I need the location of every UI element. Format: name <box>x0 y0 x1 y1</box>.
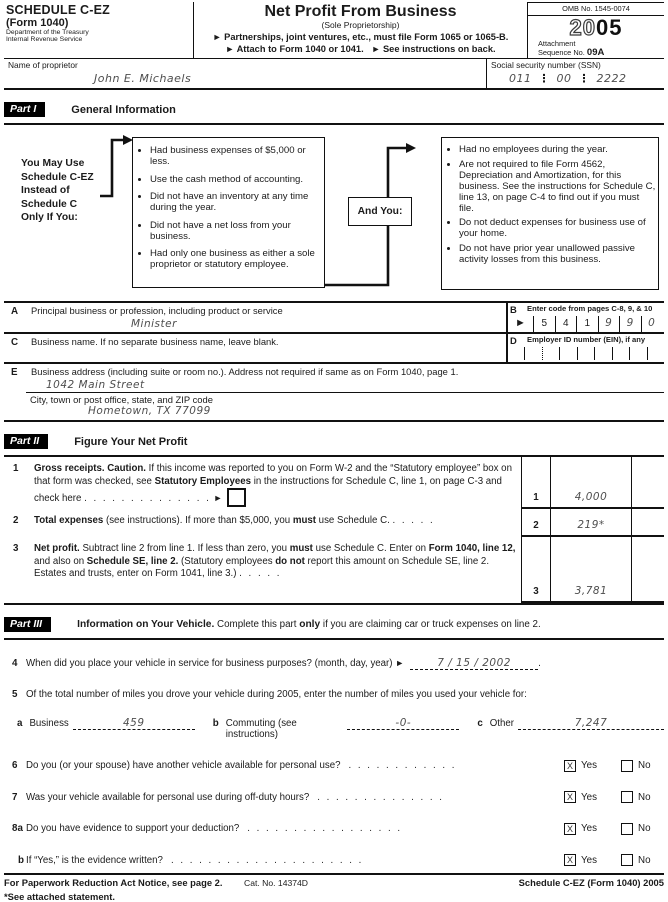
question-7-no-checkbox[interactable] <box>621 791 633 803</box>
ein-cell[interactable] <box>542 347 559 360</box>
line-3-text3: and also on <box>34 555 87 567</box>
line-2-number: 2 <box>13 515 19 526</box>
part2-title: Figure Your Net Profit <box>74 435 188 448</box>
line-e-letter: E <box>11 367 18 378</box>
line-3-bold5: do not <box>275 555 305 567</box>
arrow-icon: ► <box>371 44 381 54</box>
tax-year <box>528 16 664 40</box>
line-2-cents-cell[interactable] <box>631 509 664 535</box>
dot-leader: . . . . . . . . . . . . <box>348 760 457 771</box>
city-field[interactable]: Hometown, TX 77099 <box>88 405 211 417</box>
agency-line1: Department of the Treasury <box>6 29 89 36</box>
line-2-row <box>4 509 664 537</box>
criteria-item: • Had business expenses of $5,000 or less. <box>150 145 321 167</box>
line-3-box-number: 3 <box>521 537 551 601</box>
no-label: No <box>638 791 651 803</box>
dot-leader: . . . . . <box>239 568 282 579</box>
form-subtitle: (Sole Proprietorship) <box>321 20 400 30</box>
line-2-bold1: Total expenses <box>34 515 104 526</box>
line-3-text5: report this amount on Schedule SE, line 2. Estates and trusts, enter on Form 1041, line 3.) <box>34 555 490 579</box>
line-1-number: 1 <box>13 463 19 474</box>
ssn-label: Social security number (SSN) <box>491 60 601 70</box>
yes-label: Yes <box>581 854 597 866</box>
line-3-bold2: must <box>289 543 313 554</box>
dot-leader: . . . . . . . . . . . . . . <box>317 791 444 803</box>
catalog-number: Cat. No. 14374D <box>244 878 309 888</box>
attachment-label: Attachment <box>538 39 576 48</box>
city-label: City, town or post office, state, and ZIP code <box>30 394 213 405</box>
row-c-d <box>4 334 664 364</box>
net-profit-field[interactable]: 3,781 <box>574 585 608 597</box>
question-8a-number: 8a <box>12 823 23 834</box>
criteria-item: • Do not have prior year unallowed passive activity losses from this business. <box>459 243 656 265</box>
form-number: (Form 1040) <box>6 17 69 29</box>
statutory-employee-checkbox[interactable] <box>227 488 246 507</box>
line-2-bold2: must <box>292 515 316 526</box>
business-miles-field[interactable]: 459 <box>73 717 195 730</box>
header-left-block <box>4 2 194 58</box>
dot-leader: . . . . . . . . . . . . . . <box>84 493 211 504</box>
line-2-text1: (see instructions). If more than $5,000, you <box>103 515 293 526</box>
schedule-name: SCHEDULE C-EZ <box>6 3 110 17</box>
line-2-text2: use Schedule C. <box>315 515 390 526</box>
line-d-letter: D <box>510 335 517 346</box>
line-d-label <box>508 334 664 347</box>
question-8b-yes-checkbox[interactable]: X <box>564 854 576 866</box>
line-5-text: Of the total number of miles you drove your vehicle during 2005, enter the number of miles you used your vehicle for: <box>26 689 527 700</box>
ssn-part2[interactable]: 00 <box>556 72 572 85</box>
line-1-box-number: 1 <box>521 457 551 507</box>
question-7-number: 7 <box>12 791 18 803</box>
line-2-description <box>4 509 521 537</box>
form-title: Net Profit From Business <box>264 3 457 20</box>
line-1-text2: in the instructions for Schedule C, line 1, on page C-3 and check here <box>34 475 502 504</box>
street-address-line <box>26 378 664 393</box>
question-7-yes-checkbox[interactable]: X <box>564 791 576 803</box>
row-a-b <box>4 301 664 334</box>
ein-cell[interactable] <box>524 347 541 360</box>
criteria-item: • Did not have an inventory at any time during the year. <box>150 191 321 213</box>
no-label: No <box>638 823 651 834</box>
total-expenses-field[interactable]: 219* <box>577 519 605 531</box>
year-bold: 05 <box>596 15 623 40</box>
line-1-bold2: Statutory Employees <box>154 475 251 487</box>
line-a-text: Principal business or profession, including product or service <box>31 305 283 316</box>
ein-cell[interactable] <box>629 347 646 360</box>
line-5a-letter: a <box>17 718 23 729</box>
ein-cell[interactable] <box>508 347 524 360</box>
question-8b-no-checkbox[interactable] <box>621 854 633 866</box>
line-4-number: 4 <box>12 658 18 669</box>
yes-label: Yes <box>581 760 597 771</box>
part3-header <box>4 617 664 640</box>
part1-intro-label <box>21 157 94 225</box>
intro-line: Schedule C-EZ <box>21 171 94 183</box>
ein-cell[interactable] <box>594 347 611 360</box>
arrow-icon: ► <box>213 493 223 503</box>
line-3-bold3: Form 1040, line 12, <box>428 543 516 554</box>
intro-line: Instead of <box>21 185 70 196</box>
line-c <box>4 334 506 362</box>
line-5c-letter: c <box>477 718 483 729</box>
commuting-miles-field[interactable]: -0- <box>347 717 459 730</box>
form-header <box>4 2 664 90</box>
line-b-text: Enter code from pages C-8, 9, & 10 <box>527 304 653 313</box>
proprietor-row <box>4 58 664 88</box>
line-1-amount-cells <box>521 457 664 509</box>
ssn-part3[interactable]: 2222 <box>596 72 627 85</box>
agency-line2: Internal Revenue Service <box>6 36 83 43</box>
form-identifier: Schedule C-EZ (Form 1040) 2005 <box>518 877 664 888</box>
line-1-description <box>4 457 521 509</box>
intro-line: You May Use <box>21 158 85 169</box>
arrow-icon: ► <box>212 32 222 42</box>
question-7-text: Was your vehicle available for personal use during off-duty hours? <box>26 791 310 803</box>
question-6-no-checkbox[interactable] <box>621 760 633 772</box>
part1-title: General Information <box>71 103 176 116</box>
code-digit-3[interactable]: 1 <box>576 316 598 332</box>
line-d-text: Employer ID number (EIN), if any <box>527 335 646 344</box>
line-5b-letter: b <box>212 718 219 729</box>
criteria-item: • Had only one business as either a sole proprietor or statutory employee. <box>150 248 321 270</box>
header-top <box>4 2 664 58</box>
line-1-row <box>4 457 664 509</box>
line-5a-row <box>4 717 664 740</box>
ssn-part1[interactable]: 011 <box>509 72 532 85</box>
no-label: No <box>638 760 651 771</box>
omb-number: OMB No. 1545-0074 <box>528 3 664 16</box>
arrow-icon: ► <box>225 44 235 54</box>
ssn-separator: ⋮ <box>578 72 590 85</box>
proprietor-name-label: Name of proprietor <box>8 60 78 70</box>
sequence-number: 09A <box>586 46 605 58</box>
line-b <box>506 303 664 332</box>
dot-leader: . . . . . . . . . . . . . . . . . . . . . <box>170 854 364 866</box>
part1-left-criteria-box <box>132 137 325 288</box>
instruction-1-text: Partnerships, joint ventures, etc., must file Form 1065 or 1065-B. <box>224 32 509 42</box>
ssn-field[interactable] <box>509 72 660 85</box>
ein-cell[interactable] <box>647 347 664 360</box>
principal-business-field[interactable]: Minister <box>131 318 177 330</box>
ein-boxes[interactable] <box>508 347 664 360</box>
line-3-bold1: Net profit. <box>34 543 80 554</box>
dot-leader: . . . . . . . . . . . . . . . . . <box>247 823 403 834</box>
question-8b-text: If “Yes,” is the evidence written? <box>26 854 163 866</box>
sequence-label: Sequence No. <box>538 47 587 57</box>
part1-header <box>4 102 664 125</box>
business-code-boxes <box>508 316 664 332</box>
line-3-description <box>4 537 521 603</box>
ssn-separator: ⋮ <box>538 72 550 85</box>
line-e-label <box>4 366 664 378</box>
ein-cell[interactable] <box>577 347 594 360</box>
line-1-text1: If this income was reported to you on Form W-2 and the “Statutory employee” box on that form was checked, see <box>34 463 512 487</box>
line-a-letter: A <box>11 306 19 317</box>
line-c-letter: C <box>11 337 19 348</box>
criteria-item: • Did not have a net loss from your business. <box>150 220 321 242</box>
part3-title <box>77 619 541 630</box>
line-d <box>506 334 664 362</box>
ein-cell[interactable] <box>612 347 629 360</box>
line-e-text: Business address (including suite or room no.). Address not required if same as on Form 1040, page 1. <box>31 366 459 377</box>
code-digit-5[interactable]: 9 <box>619 316 641 332</box>
line-2-amount-cells <box>521 509 664 537</box>
code-digit-1[interactable]: 5 <box>533 316 555 332</box>
proprietor-name-field[interactable]: John E. Michaels <box>94 72 192 85</box>
form-footer <box>4 873 664 888</box>
part1-badge: Part I <box>4 102 45 117</box>
code-digit-2[interactable]: 4 <box>555 316 577 332</box>
line-5-number: 5 <box>12 689 18 700</box>
instruction-2b-text: See instructions on back. <box>382 44 496 54</box>
part3-title-text2: if you are claiming car or truck expenses on line 2. <box>320 619 541 630</box>
part2-badge: Part II <box>4 434 48 449</box>
part1-right-criteria-box <box>441 137 659 290</box>
line-3-number: 3 <box>13 543 19 554</box>
header-right-block <box>527 2 664 58</box>
line-3-text4: (Statutory employees <box>178 555 276 567</box>
attached-statement-note: *See attached statement. <box>4 891 115 902</box>
part2-table <box>4 457 664 605</box>
line-b-letter: B <box>510 304 517 315</box>
ein-cell[interactable] <box>559 347 576 360</box>
line-a <box>4 303 506 332</box>
line-3-row <box>4 537 664 603</box>
question-8b-number: b <box>18 854 24 866</box>
paperwork-notice: For Paperwork Reduction Act Notice, see page 2. <box>4 877 223 888</box>
business-miles-label: Business <box>29 718 69 729</box>
line-c-text: Business name. If no separate business name, leave blank. <box>31 336 279 347</box>
part2-header <box>4 434 664 457</box>
line-2-box-number: 2 <box>521 509 551 535</box>
arrow-icon: ► <box>515 317 526 329</box>
instruction-2a-text: Attach to Form 1040 or 1041. <box>236 44 364 54</box>
question-7-row <box>4 791 664 803</box>
header-center-block <box>194 2 527 58</box>
part3-title-bold2: only <box>299 619 321 630</box>
code-digit-6[interactable]: 0 <box>641 316 663 332</box>
part3-title-bold: Information on Your Vehicle. <box>77 619 215 630</box>
question-8a-row <box>4 823 664 835</box>
question-8a-no-checkbox[interactable] <box>621 823 633 835</box>
line-1-bold1: Gross receipts. Caution. <box>34 463 146 474</box>
question-6-yes-checkbox[interactable]: X <box>564 760 576 772</box>
other-miles-label: Other <box>489 718 514 729</box>
instruction-line-2 <box>194 44 527 54</box>
code-digit-4[interactable]: 9 <box>598 316 620 332</box>
and-you-box: And You: <box>348 197 412 226</box>
question-6-row <box>4 760 664 772</box>
line-4-row <box>4 657 664 670</box>
gross-receipts-field[interactable]: 4,000 <box>574 491 608 503</box>
ssn-cell <box>486 59 664 88</box>
part3-title-text1: Complete this part <box>214 619 300 630</box>
part3-badge: Part III <box>4 617 51 632</box>
line-1-cents-cell[interactable] <box>631 457 664 507</box>
year-outline: 20 <box>569 15 596 40</box>
vehicle-service-date-field[interactable]: 7 / 15 / 2002 <box>410 657 538 670</box>
criteria-item: • Use the cash method of accounting. <box>150 174 321 185</box>
line-5-row <box>4 689 664 700</box>
no-label: No <box>638 854 651 866</box>
part1-flow-diagram <box>4 125 664 301</box>
line-4-text: When did you place your vehicle in service for business purposes? (month, day, year) <box>26 658 393 669</box>
line-4-period: . <box>538 658 541 669</box>
other-miles-field[interactable]: 7,247 <box>518 717 664 730</box>
line-3-cents-cell[interactable] <box>631 537 664 601</box>
commuting-miles-label: Commuting (see instructions) <box>225 718 297 740</box>
intro-line: Schedule C <box>21 198 78 210</box>
criteria-item: • Had no employees during the year. <box>459 144 656 155</box>
arrow-icon: ► <box>395 658 405 668</box>
street-address-field[interactable]: 1042 Main Street <box>46 379 145 391</box>
line-3-text2: use Schedule C. Enter on <box>312 543 429 554</box>
row-e <box>4 364 664 422</box>
attachment-sequence <box>528 40 664 57</box>
yes-label: Yes <box>581 791 597 803</box>
question-8a-yes-checkbox[interactable]: X <box>564 823 576 835</box>
instruction-line-1 <box>194 32 527 42</box>
question-6-number: 6 <box>12 760 18 771</box>
yes-label: Yes <box>581 823 597 834</box>
line-3-text1: Subtract line 2 from line 1. If less than zero, you <box>79 543 290 554</box>
proprietor-name-cell <box>4 59 486 88</box>
question-8b-row <box>4 854 664 866</box>
line-3-bold4: Schedule SE, line 2. <box>86 555 179 567</box>
question-6-text: Do you (or your spouse) have another vehicle available for personal use? <box>26 760 341 771</box>
intro-line: Only If You: <box>21 212 78 223</box>
dot-leader: . . . . . <box>392 515 435 526</box>
criteria-item: • Are not required to file Form 4562, Depreciation and Amortization, for this business. See the instructions for Schedule C, line 13, on page C-4 to find out if you must file. <box>459 159 656 214</box>
line-3-amount-cells <box>521 537 664 603</box>
criteria-item: • Do not deduct expenses for business use of your home. <box>459 217 656 239</box>
line-b-label <box>508 303 664 316</box>
question-8a-text: Do you have evidence to support your deduction? <box>26 823 240 834</box>
